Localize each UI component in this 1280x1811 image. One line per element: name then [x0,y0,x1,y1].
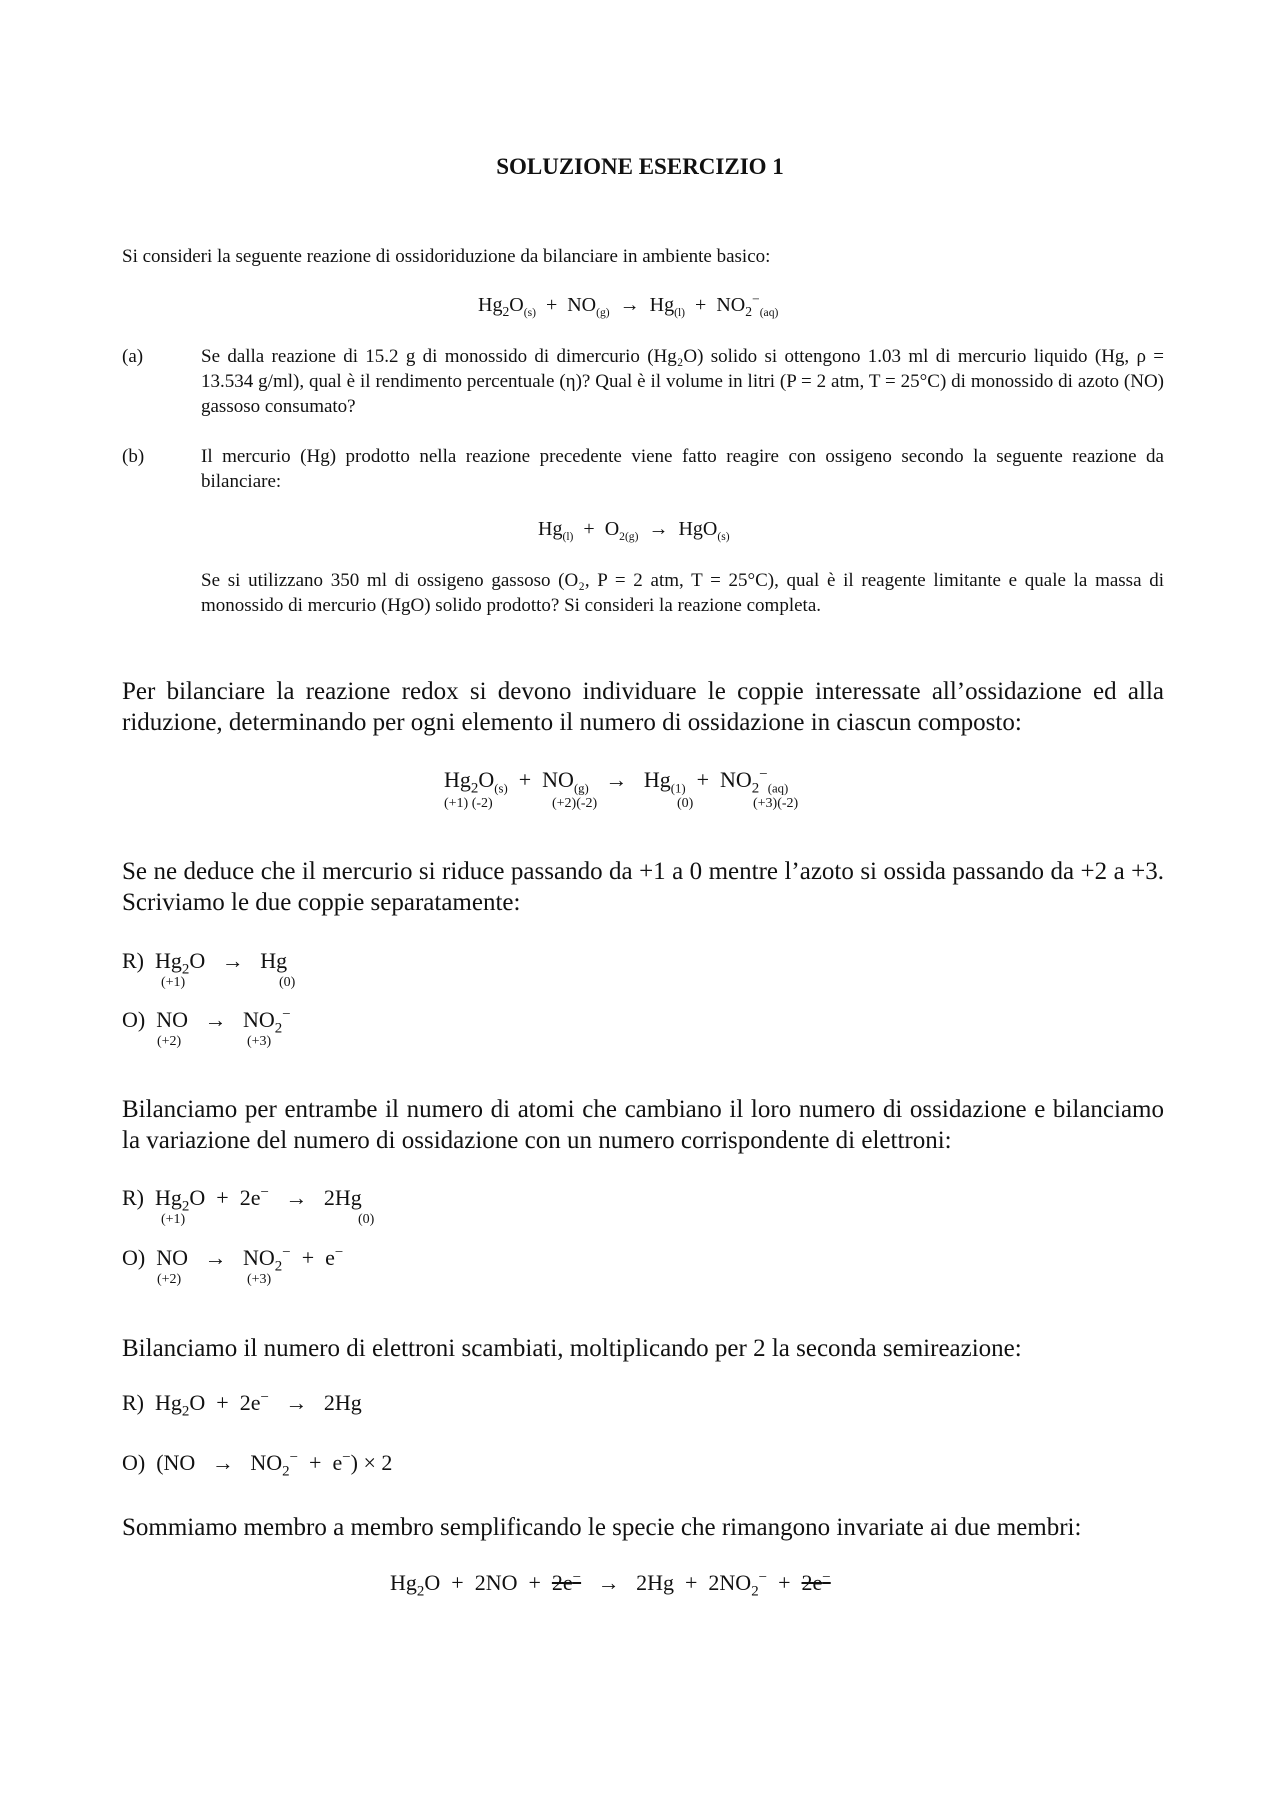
ox-hg: (0) [677,796,694,811]
paragraph-3: Bilanciamo per entrambe il numero di atomi che cambiano il loro numero di ossidazione e bilanciamo la variazione del numero di ossidazione con un numero corrispondente di elettroni: [122,1096,1164,1154]
ox-r2-right: (0) [358,1212,375,1227]
equation-b: $Hg_{(l)} + O_{2(g)} \to HgO_{(s)}$ [538,518,730,543]
part-a-label: (a) [122,346,144,367]
ox-r1-right: (0) [279,975,296,990]
equation-sum: $Hg_2O + 2NO + 2e^-$ → $2Hg + 2NO_2^- + 2e^-$ [390,1569,831,1600]
half-reaction-o1: O) NO → $NO_2^-$ [122,1006,291,1037]
ox-hg2o: (+1) (-2) [444,796,493,811]
ox-o2-right: (+3) [247,1272,272,1287]
part-b-text: Il mercurio (Hg) prodotto nella reazione precedente viene fatto reagire con ossigeno secondo la seguente reazione da bilanciare: [201,446,1164,492]
ox-o1-left: (+2) [157,1034,182,1049]
cancelled-electrons-left: 2e− [551,1569,582,1595]
part-a-text: Se dalla reazione di 15.2 g di monossido di dimercurio (Hg₂O) solido si ottengono 1.03 ml di mercurio liquido (Hg, ρ = 13.534 g/ml), qual è il rendimento percentuale (η)? Qual è il volume in litri (P = 2 atm, T = 25°C) di monossido di azoto (NO) gassoso consumato? [201,346,1164,417]
part-b-label: (b) [122,446,145,467]
equation-ox: $Hg_2O_{(s)} + NO_{(g)}$ → $Hg_{(1)} + NO_2^-_{(aq)}$ [444,766,789,797]
intro-text: Si consideri la seguente reazione di ossidoriduzione da bilanciare in ambiente basico: [122,246,771,267]
half-reaction-r1: R) $Hg_2O$ → Hg [122,948,288,978]
ox-r2-left: (+1) [161,1212,186,1227]
ox-o1-right: (+3) [247,1034,272,1049]
paragraph-4: Bilanciamo il numero di elettroni scambiati, moltiplicando per 2 la seconda semireazione: [122,1335,1022,1362]
cancelled-electrons-right: 2e− [801,1569,831,1595]
page-title: SOLUZIONE ESERCIZIO 1 [496,154,784,179]
half-reaction-r2: R) $Hg_2O + 2e^-$ → 2Hg [122,1184,362,1215]
ox-o2-left: (+2) [157,1272,182,1287]
part-b-text2: Se si utilizzano 350 ml di ossigeno gassoso (O₂, P = 2 atm, T = 25°C), qual è il reagente limitante e quale la massa di monossido di mercurio (HgO) solido prodotto? Si consideri la reazione completa. [201,570,1164,616]
equation-main: $Hg_2O_{(s)} + NO_{(g)} \to Hg_{(l)} + NO_2^-_{(aq)}$ [478,291,779,319]
ox-no2: (+3)(-2) [753,796,799,811]
half-reaction-o2: O) NO → $NO_2^- + e^-$ [122,1244,344,1275]
paragraph-1: Per bilanciare la reazione redox si devono individuare le coppie interessate all’ossidazione ed alla riduzione, determinando per ogni elemento il numero di ossidazione in ciascun composto: [122,678,1164,736]
ox-r1-left: (+1) [161,975,186,990]
paragraph-2: Se ne deduce che il mercurio si riduce passando da +1 a 0 mentre l’azoto si ossida passando da +2 a +3. Scriviamo le due coppie separatamente: [122,858,1164,916]
ox-no: (+2)(-2) [552,796,598,811]
paragraph-5: Sommiamo membro a membro semplificando le specie che rimangono invariate ai due membri: [122,1514,1082,1541]
half-reaction-r3: R) $Hg_2O + 2e^-$ → 2Hg [122,1389,362,1420]
half-reaction-o3: O) (NO → $NO_2^- + e^-) \times 2$ [122,1449,393,1480]
